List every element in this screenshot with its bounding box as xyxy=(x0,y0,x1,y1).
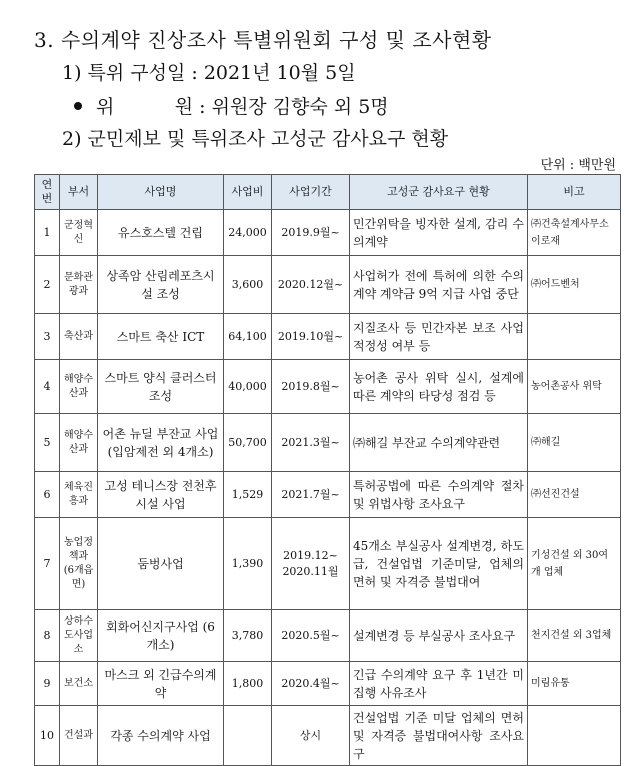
row-note: ㈜해길 xyxy=(528,414,621,472)
row-cost: 1,529 xyxy=(224,472,272,518)
table-row xyxy=(35,518,621,610)
row-project: 고성 테니스장 전천후 시설 사업 xyxy=(98,472,224,518)
row-dept: 상하수도사업소 xyxy=(60,610,98,662)
section-heading: 3. 수의계약 진상조사 특별위원회 구성 및 조사현황 xyxy=(34,28,492,52)
row-request: ㈜해길 부잔교 수의계약관련 xyxy=(350,414,528,472)
row-cost: 3,600 xyxy=(224,256,272,314)
table-row xyxy=(35,256,621,314)
row-no: 3 xyxy=(35,314,60,360)
row-dept: 농업정책과 (6개읍면) xyxy=(60,518,98,610)
audit-request-heading: 2) 군민제보 및 특위조사 고성군 감사요구 현황 xyxy=(62,128,449,150)
table-header-row xyxy=(35,175,621,210)
table-row xyxy=(35,210,621,256)
row-request: 건설업법 기준 미달 업체의 면허 및 자격증 불법대여사항 조사요구 xyxy=(350,706,528,766)
row-dept: 체육진흥과 xyxy=(60,472,98,518)
row-cost: 3,780 xyxy=(224,610,272,662)
row-cost xyxy=(224,706,272,766)
row-period: 2019.9월~ xyxy=(272,210,350,256)
row-no: 10 xyxy=(35,706,60,766)
header-period: 사업기간 xyxy=(272,175,350,210)
row-no: 6 xyxy=(35,472,60,518)
row-note xyxy=(528,706,621,766)
row-project: 회화어신지구사업 (6개소) xyxy=(98,610,224,662)
row-no: 7 xyxy=(35,518,60,610)
row-note: 천지건설 외 3업체 xyxy=(528,610,621,662)
row-note: ㈜건축설계사무소 이로재 xyxy=(528,210,621,256)
table-row xyxy=(35,610,621,662)
row-dept: 해양수산과 xyxy=(60,414,98,472)
row-no: 8 xyxy=(35,610,60,662)
row-dept: 문화관광과 xyxy=(60,256,98,314)
row-period: 2019.12~ 2020.11월 xyxy=(272,518,350,610)
row-project: 마스크 외 긴급수의계약 xyxy=(98,662,224,706)
row-project: 유스호스텔 건립 xyxy=(98,210,224,256)
row-period: 2021.7월~ xyxy=(272,472,350,518)
row-cost: 50,700 xyxy=(224,414,272,472)
row-period: 2020.4월~ xyxy=(272,662,350,706)
table-row xyxy=(35,360,621,414)
header-no: 연번 xyxy=(35,175,60,210)
row-period: 상시 xyxy=(272,706,350,766)
members-label: 위 원 xyxy=(96,96,194,118)
row-project: 둠벙사업 xyxy=(98,518,224,610)
row-cost: 24,000 xyxy=(224,210,272,256)
row-no: 5 xyxy=(35,414,60,472)
members-value: : 위원장 김향숙 외 5명 xyxy=(199,96,389,118)
header-request: 고성군 감사요구 현황 xyxy=(350,175,528,210)
row-cost: 1,800 xyxy=(224,662,272,706)
row-period: 2020.5월~ xyxy=(272,610,350,662)
table-row xyxy=(35,706,621,766)
row-request: 긴급 수의계약 요구 후 1년간 미집행 사유조사 xyxy=(350,662,528,706)
row-cost: 1,390 xyxy=(224,518,272,610)
header-project: 사업명 xyxy=(98,175,224,210)
row-dept: 보건소 xyxy=(60,662,98,706)
row-note: ㈜어드벤처 xyxy=(528,256,621,314)
row-cost: 64,100 xyxy=(224,314,272,360)
table-row xyxy=(35,662,621,706)
row-request: 설계변경 등 부실공사 조사요구 xyxy=(350,610,528,662)
row-no: 9 xyxy=(35,662,60,706)
bullet-icon xyxy=(74,102,82,110)
committee-formation-date: 1) 특위 구성일 : 2021년 10월 5일 xyxy=(62,62,356,84)
audit-request-table-container xyxy=(34,174,620,766)
audit-request-table xyxy=(34,174,621,766)
unit-label: 단위 : 백만원 xyxy=(540,158,616,173)
row-request: 특허공법에 따른 수의계약 절차 및 위법사항 조사요구 xyxy=(350,472,528,518)
row-note: 기성건설 외 30여개 업체 xyxy=(528,518,621,610)
row-dept: 건설과 xyxy=(60,706,98,766)
row-period: 2019.8월~ xyxy=(272,360,350,414)
row-project: 상족암 산림레포츠시설 조성 xyxy=(98,256,224,314)
row-period: 2021.3월~ xyxy=(272,414,350,472)
row-period: 2020.12월~ xyxy=(272,256,350,314)
row-project: 스마트 축산 ICT xyxy=(98,314,224,360)
header-cost: 사업비 xyxy=(224,175,272,210)
row-request: 45개소 부실공사 설계변경, 하도급, 건설업법 기준미달, 업체의 면허 및 자격증 불법대여 xyxy=(350,518,528,610)
row-cost: 40,000 xyxy=(224,360,272,414)
row-dept: 축산과 xyxy=(60,314,98,360)
header-dept: 부서 xyxy=(60,175,98,210)
row-project: 어촌 뉴딜 부잔교 사업 (입암제전 외 4개소) xyxy=(98,414,224,472)
row-note: 미림유통 xyxy=(528,662,621,706)
row-no: 4 xyxy=(35,360,60,414)
row-request: 지질조사 등 민간자본 보조 사업 적정성 여부 등 xyxy=(350,314,528,360)
row-period: 2019.10월~ xyxy=(272,314,350,360)
header-note: 비고 xyxy=(528,175,621,210)
row-request: 민간위탁을 빙자한 설계, 감리 수의계약 xyxy=(350,210,528,256)
row-request: 농어촌 공사 위탁 실시, 설계에 따른 계약의 타당성 점검 등 xyxy=(350,360,528,414)
row-dept: 해양수산과 xyxy=(60,360,98,414)
row-note: 농어촌공사 위탁 xyxy=(528,360,621,414)
row-note: ㈜선진건설 xyxy=(528,472,621,518)
table-row xyxy=(35,472,621,518)
committee-members-line xyxy=(74,92,389,119)
row-project: 스마트 양식 클러스터 조성 xyxy=(98,360,224,414)
table-row xyxy=(35,314,621,360)
row-dept: 군정혁신 xyxy=(60,210,98,256)
row-project: 각종 수의계약 사업 xyxy=(98,706,224,766)
row-no: 1 xyxy=(35,210,60,256)
table-row xyxy=(35,414,621,472)
row-request: 사업허가 전에 특허에 의한 수의계약 계약금 9억 지급 사업 중단 xyxy=(350,256,528,314)
row-no: 2 xyxy=(35,256,60,314)
row-note xyxy=(528,314,621,360)
